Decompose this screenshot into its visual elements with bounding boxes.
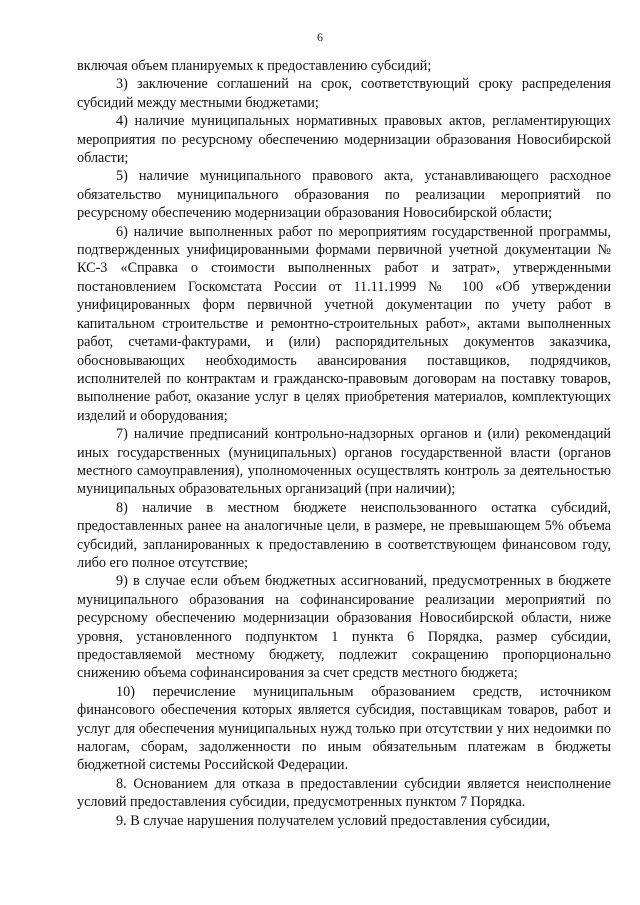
paragraph-item-9: 9) в случае если объем бюджетных ассигнований, предусмотренных в бюджете муниципального образования на софинансирование реализации мероприятий по ресурсному обеспечению модернизации образования Новосибирской области, ниже уровня, установленного подпунктом 1 пункта 6 Порядка, размер субсидии, предоставляемой местному бюджету, подлежит сокращению пропорционально снижению объема софинансирования за счет средств местного бюджета; [77,573,611,682]
paragraph-item-10: 10) перечисление муниципальным образованием средств, источником финансового обеспечения которых является субсидия, поставщикам товаров, работ и услуг для обеспечения муниципальных нужд только при отсутствии у них недоимки по налогам, сборам, задолженности по иным обязательным платежам в бюджеты бюджетной системы Российской Федерации. [77,683,611,774]
paragraph-item-3: 3) заключение соглашений на срок, соответствующий сроку распределения субсидий между местными бюджетами; [77,76,611,111]
paragraph-continuation: включая объем планируемых к предоставлению субсидий; [77,58,432,74]
paragraph-item-8: 8) наличие в местном бюджете неиспользованного остатка субсидий, предоставленных ранее на аналогичные цели, в размере, не превышающем 5% объема субсидий, запланированных к предоставлению в соответствующем финансовом году, либо его полное отсутствие; [77,499,611,571]
page-number: 6 [317,30,323,44]
paragraph-item-5: 5) наличие муниципального правового акта, устанавливающего расходное обязательство муниципального образования по реализации мероприятий по ресурсному обеспечению модернизации образования Новосибирской области; [77,168,611,222]
paragraph-item-4: 4) наличие муниципальных нормативных правовых актов, регламентирующих мероприятия по ресурсному обеспечению модернизации образования Новосибирской области; [77,113,611,167]
document-text-body [77,57,611,830]
paragraph-section-9: 9. В случае нарушения получателем условий предоставления субсидии, [116,812,551,829]
paragraph-item-7: 7) наличие предписаний контрольно-надзорных органов и (или) рекомендаций иных государственных (муниципальных) органов государственной власти (органов местного самоуправления), уполномоченных осуществлять контроль за деятельностью муниципальных образовательных организаций (при наличии); [77,426,611,498]
paragraph-section-8: 8. Основанием для отказа в предоставлении субсидии является неисполнение условий предоставления субсидии, предусмотренных пунктом 7 Порядка. [77,775,611,811]
paragraph-item-6: 6) наличие выполненных работ по мероприятиям государственной программы, подтвержденных унифицированными формами первичной учетной документации № КС-3 «Справка о стоимости выполненных работ и затрат», утвержденными постановлением Госкомстата России от 11.11.1999 № 100 «Об утверждении унифицированных форм первичной учетной документации по учету работ в капитальном строительстве и ремонтно-строительных работ», актами выполненных работ, счетами-фактурами, и (или) распорядительных документов заказчика, обосновывающих необходимость авансирования поставщиков, подрядчиков, исполнителей по контрактам и гражданско-правовым договорам на поставку товаров, выполнение работ, оказание услуг в целях приобретения материалов, комплектующих изделий и оборудования; [77,223,611,424]
